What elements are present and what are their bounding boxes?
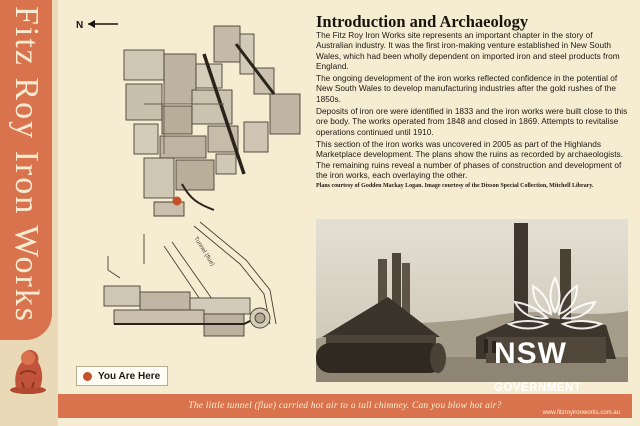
bottom-caption-bar	[58, 394, 632, 418]
page-title: Introduction and Archaeology	[316, 12, 529, 31]
website-link: www.fitzroyironworks.com.au	[542, 410, 620, 416]
site-plan-map	[64, 24, 310, 364]
paragraph: The Fitz Roy Iron Works site represents an important chapter in the story of Australian industry. It was the first iron-making venture established in New South Wales, which had been wholly dependent on imported iron and steel products from England.	[316, 30, 620, 71]
image-credits: Plans courtesy of Godden Mackay Logan. Image courtesy of the Dixson Special Collection, Mitchell Library.	[316, 183, 594, 190]
nsw-government-label: GOVERNMENT	[494, 382, 582, 394]
legend-label: You Are Here	[98, 370, 161, 382]
paragraph: This section of the iron works was uncovered in 2005 as part of the Highlands Marketplace development. The plans show the ruins as recorded by archaeologists. The remaining ruins reveal a number of phases of construction and development of the iron works, each overlaying the other.	[316, 138, 624, 180]
legend-marker-icon	[83, 372, 92, 381]
tunnel-label: Tunnel (flue)	[192, 235, 216, 268]
body-text	[316, 30, 628, 190]
paragraph: The ongoing development of the iron works reflected confidence in the potential of New South Wales to develop manufacturing industries after the gold rushes of the 1850s.	[316, 73, 618, 104]
legend	[76, 366, 168, 386]
nsw-wordmark: NSW	[494, 337, 567, 370]
north-label: N	[76, 20, 84, 31]
side-banner	[0, 0, 58, 426]
paragraph: Deposits of iron ore were identified in 1833 and the iron works were built close to this ore body. The works operated from 1848 and closed in 1869. Attempts to revitalise operations continued until 1910.	[316, 106, 628, 137]
bottom-caption: The little tunnel (flue) carried hot air to a tall chimney. Can you blow hot air?	[188, 401, 502, 411]
you-are-here-marker	[173, 197, 182, 206]
side-title: Fitz Roy Iron Works	[8, 6, 45, 324]
lion-crest-icon	[6, 344, 50, 396]
